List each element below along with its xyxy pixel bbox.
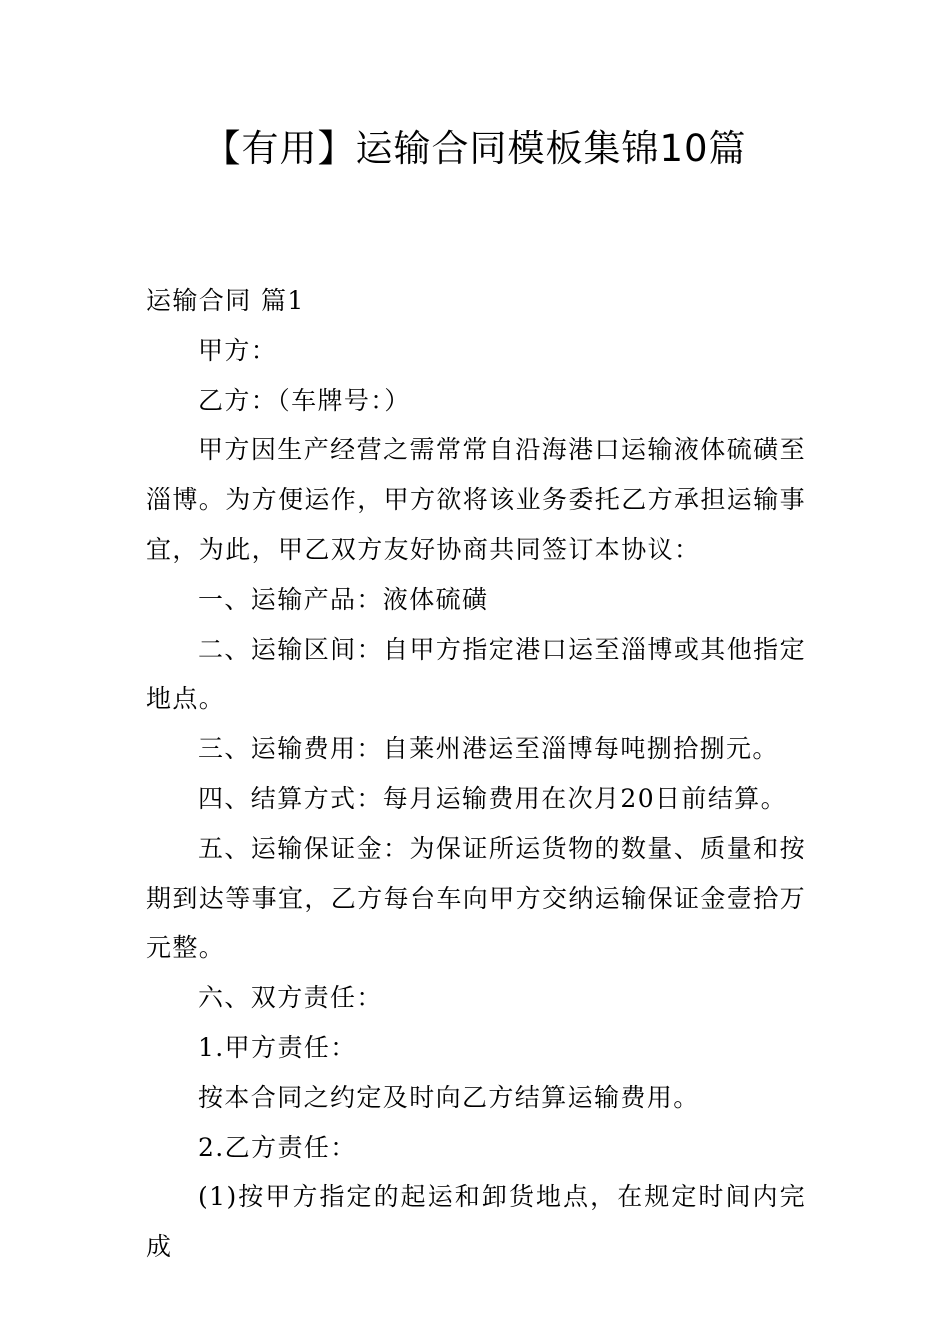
section-heading: 运输合同 篇1	[146, 286, 305, 315]
document-body	[146, 276, 806, 1272]
paragraph-party-a: 甲方：	[198, 335, 278, 365]
paragraph-party-b-duty-heading: 2.乙方责任：	[198, 1132, 357, 1162]
paragraph-clause-4: 四、结算方式：每月运输费用在次月20日前结算。	[198, 783, 788, 813]
paragraph-clause-2: 二、运输区间：自甲方指定港口运至淄博或其他指定地点。	[146, 634, 806, 714]
paragraph-party-b: 乙方：（车牌号：）	[198, 385, 411, 415]
document-title: 【有用】运输合同模板集锦10篇	[203, 127, 747, 170]
paragraph-clause-3: 三、运输费用：自莱州港运至淄博每吨捌拾捌元。	[198, 734, 779, 764]
paragraph-party-a-duty: 按本合同之约定及时向乙方结算运输费用。	[198, 1082, 700, 1112]
paragraph-clause-1: 一、运输产品：液体硫磺	[198, 584, 489, 614]
paragraph-clause-6: 六、双方责任：	[198, 983, 383, 1013]
paragraph-preamble: 甲方因生产经营之需常常自沿海港口运输液体硫磺至淄博。为方便运作，甲方欲将该业务委托乙方承担运输事宜，为此，甲乙双方友好协商共同签订本协议：	[146, 435, 807, 564]
paragraph-clause-5: 五、运输保证金：为保证所运货物的数量、质量和按期到达等事宜，乙方每台车向甲方交纳运输保证金壹拾万元整。	[146, 833, 807, 963]
paragraph-party-a-duty-heading: 1.甲方责任：	[198, 1032, 357, 1062]
paragraph-party-b-duty-1: (1)按甲方指定的起运和卸货地点，在规定时间内完成	[146, 1182, 806, 1262]
